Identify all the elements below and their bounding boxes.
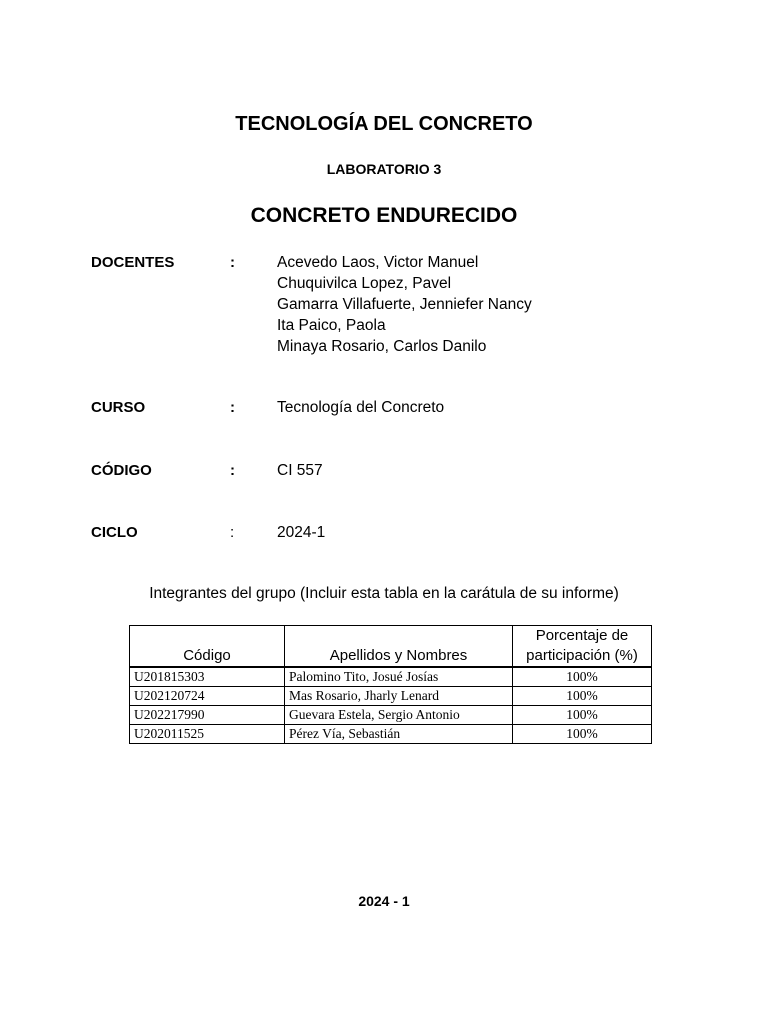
table-row: [130, 667, 652, 687]
docente-name: Chuquivilca Lopez, Pavel: [277, 275, 452, 292]
codigo-value: CI 557: [277, 462, 323, 479]
ciclo-label: CICLO: [91, 524, 138, 541]
curso-label: CURSO: [91, 399, 146, 416]
header-code: Código: [130, 626, 285, 668]
docente-name: Minaya Rosario, Carlos Danilo: [277, 338, 487, 355]
member-code: U202011525: [130, 725, 285, 744]
table-row: [130, 706, 652, 725]
curso-value: Tecnología del Concreto: [277, 399, 445, 416]
member-percentage: 100%: [513, 687, 652, 706]
table-header-row: [130, 626, 652, 668]
footer-year: 2024 - 1: [358, 893, 410, 909]
docentes-label: DOCENTES: [91, 254, 175, 271]
header-percentage-line2: participación (%): [526, 647, 638, 664]
ciclo-value: 2024-1: [277, 524, 326, 541]
member-code: U202217990: [130, 706, 285, 725]
table-row: [130, 725, 652, 744]
group-members-table: [129, 625, 652, 744]
header-percentage: [513, 626, 652, 668]
docente-name: Gamarra Villafuerte, Jenniefer Nancy: [277, 296, 532, 313]
lab-number: LABORATORIO 3: [326, 161, 442, 177]
member-name: Palomino Tito, Josué Josías: [285, 667, 513, 687]
table-caption: Integrantes del grupo (Incluir esta tabla en la carátula de su informe): [149, 585, 619, 602]
member-percentage: 100%: [513, 706, 652, 725]
docentes-colon: :: [230, 254, 235, 271]
codigo-colon: :: [230, 462, 235, 479]
docentes-list: [277, 252, 532, 357]
member-code: U201815303: [130, 667, 285, 687]
document-title: TECNOLOGÍA DEL CONCRETO: [235, 113, 533, 135]
codigo-label: CÓDIGO: [91, 462, 152, 479]
member-name: Pérez Vía, Sebastián: [285, 725, 513, 744]
docente-name: Acevedo Laos, Victor Manuel: [277, 254, 479, 271]
document-subtitle: CONCRETO ENDURECIDO: [250, 204, 518, 227]
docente-name: Ita Paico, Paola: [277, 317, 386, 334]
member-percentage: 100%: [513, 725, 652, 744]
ciclo-colon: :: [230, 524, 235, 541]
curso-colon: :: [230, 399, 235, 416]
table-row: [130, 687, 652, 706]
member-name: Guevara Estela, Sergio Antonio: [285, 706, 513, 725]
header-percentage-line1: Porcentaje de: [535, 627, 629, 644]
header-name: Apellidos y Nombres: [285, 626, 513, 668]
member-code: U202120724: [130, 687, 285, 706]
member-percentage: 100%: [513, 667, 652, 687]
member-name: Mas Rosario, Jharly Lenard: [285, 687, 513, 706]
